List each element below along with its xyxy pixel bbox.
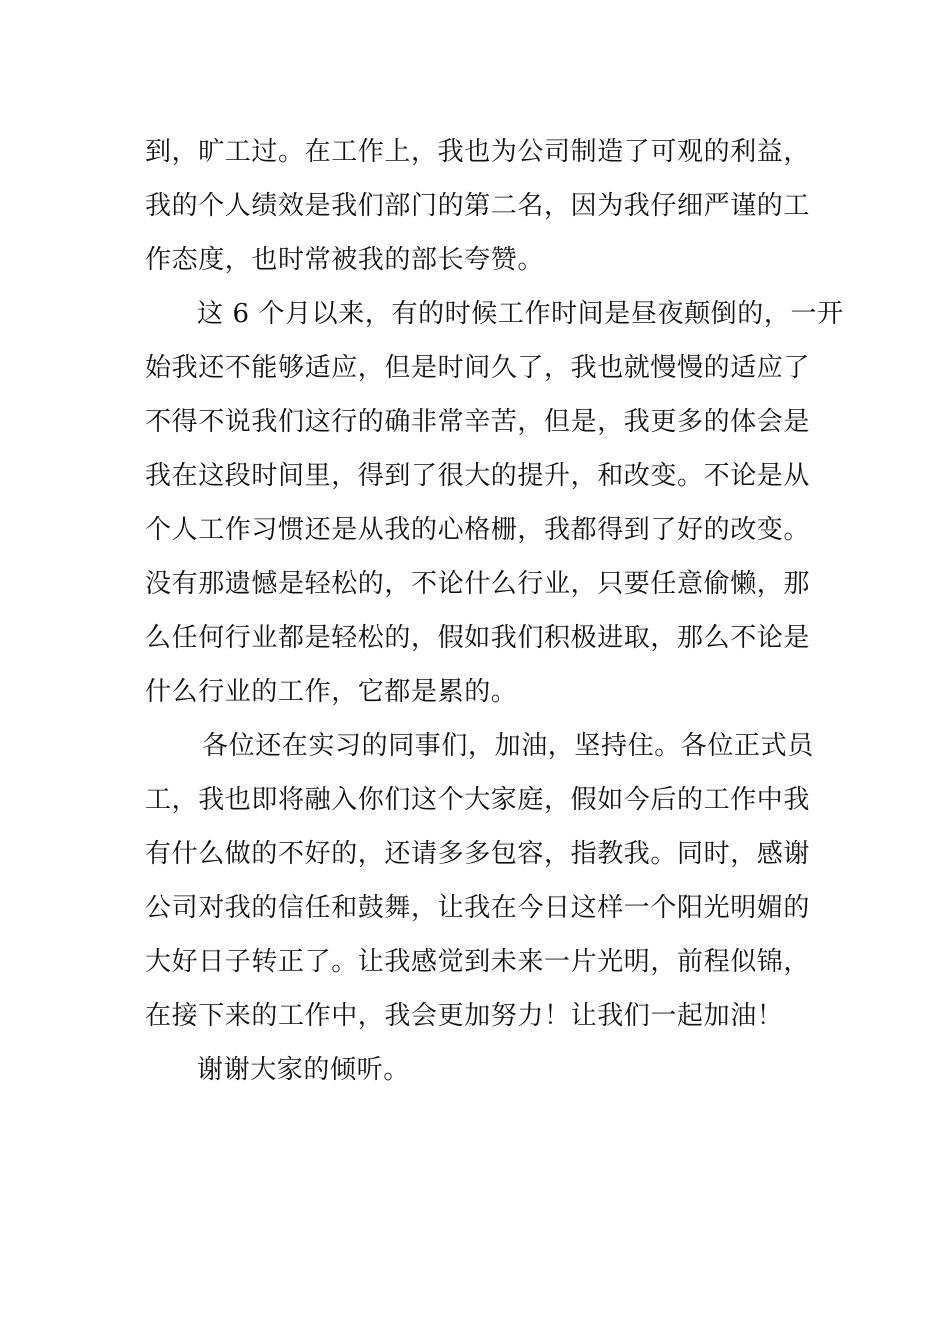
text-line: 工，我也即将融入你们这个大家庭，假如今后的工作中我: [145, 785, 811, 815]
text-line: 个人工作习惯还是从我的心格栅，我都得到了好的改变。: [145, 515, 811, 545]
text-line: 谢谢大家的倾听。: [197, 1055, 410, 1085]
document-body: [145, 125, 844, 1097]
text-line: 公司对我的信任和鼓舞，让我在今日这样一个阳光明媚的: [145, 893, 811, 923]
text-line: 么任何行业都是轻松的，假如我们积极进取，那么不论是: [145, 623, 811, 653]
text-line: 到，旷工过。在工作上，我也为公司制造了可观的利益，: [145, 137, 811, 167]
text-line: 我的个人绩效是我们部门的第二名，因为我仔细严谨的工: [145, 191, 811, 221]
text-line: 什么行业的工作，它都是累的。: [145, 677, 518, 707]
paragraph-six-months: [145, 287, 844, 719]
text-line: 不得不说我们这行的确非常辛苦，但是，我更多的体会是: [145, 407, 811, 437]
paragraph-encouragement: [145, 719, 814, 1043]
text-line: 有什么做的不好的，还请多多包容，指教我。同时，感谢: [145, 839, 811, 869]
text-line: 各位还在实习的同事们，加油，坚持住。各位正式员: [202, 731, 814, 761]
text-line: 始我还不能够适应，但是时间久了，我也就慢慢的适应了: [145, 353, 811, 383]
text-line: 在接下来的工作中，我会更加努力！让我们一起加油！: [145, 1001, 784, 1031]
text-line: 我在这段时间里，得到了很大的提升，和改变。不论是从: [145, 461, 811, 491]
text-line: 没有那遗憾是轻松的，不论什么行业，只要任意偷懒，那: [145, 569, 811, 599]
paragraph-closing: [145, 1043, 810, 1097]
text-line: 作态度，也时常被我的部长夸赞。: [145, 245, 545, 275]
text-line: 这 6 个月以来，有的时候工作时间是昼夜颠倒的，一开: [197, 299, 844, 329]
paragraph-continuation: [145, 125, 810, 287]
text-line: 大好日子转正了。让我感觉到未来一片光明，前程似锦，: [145, 947, 811, 977]
